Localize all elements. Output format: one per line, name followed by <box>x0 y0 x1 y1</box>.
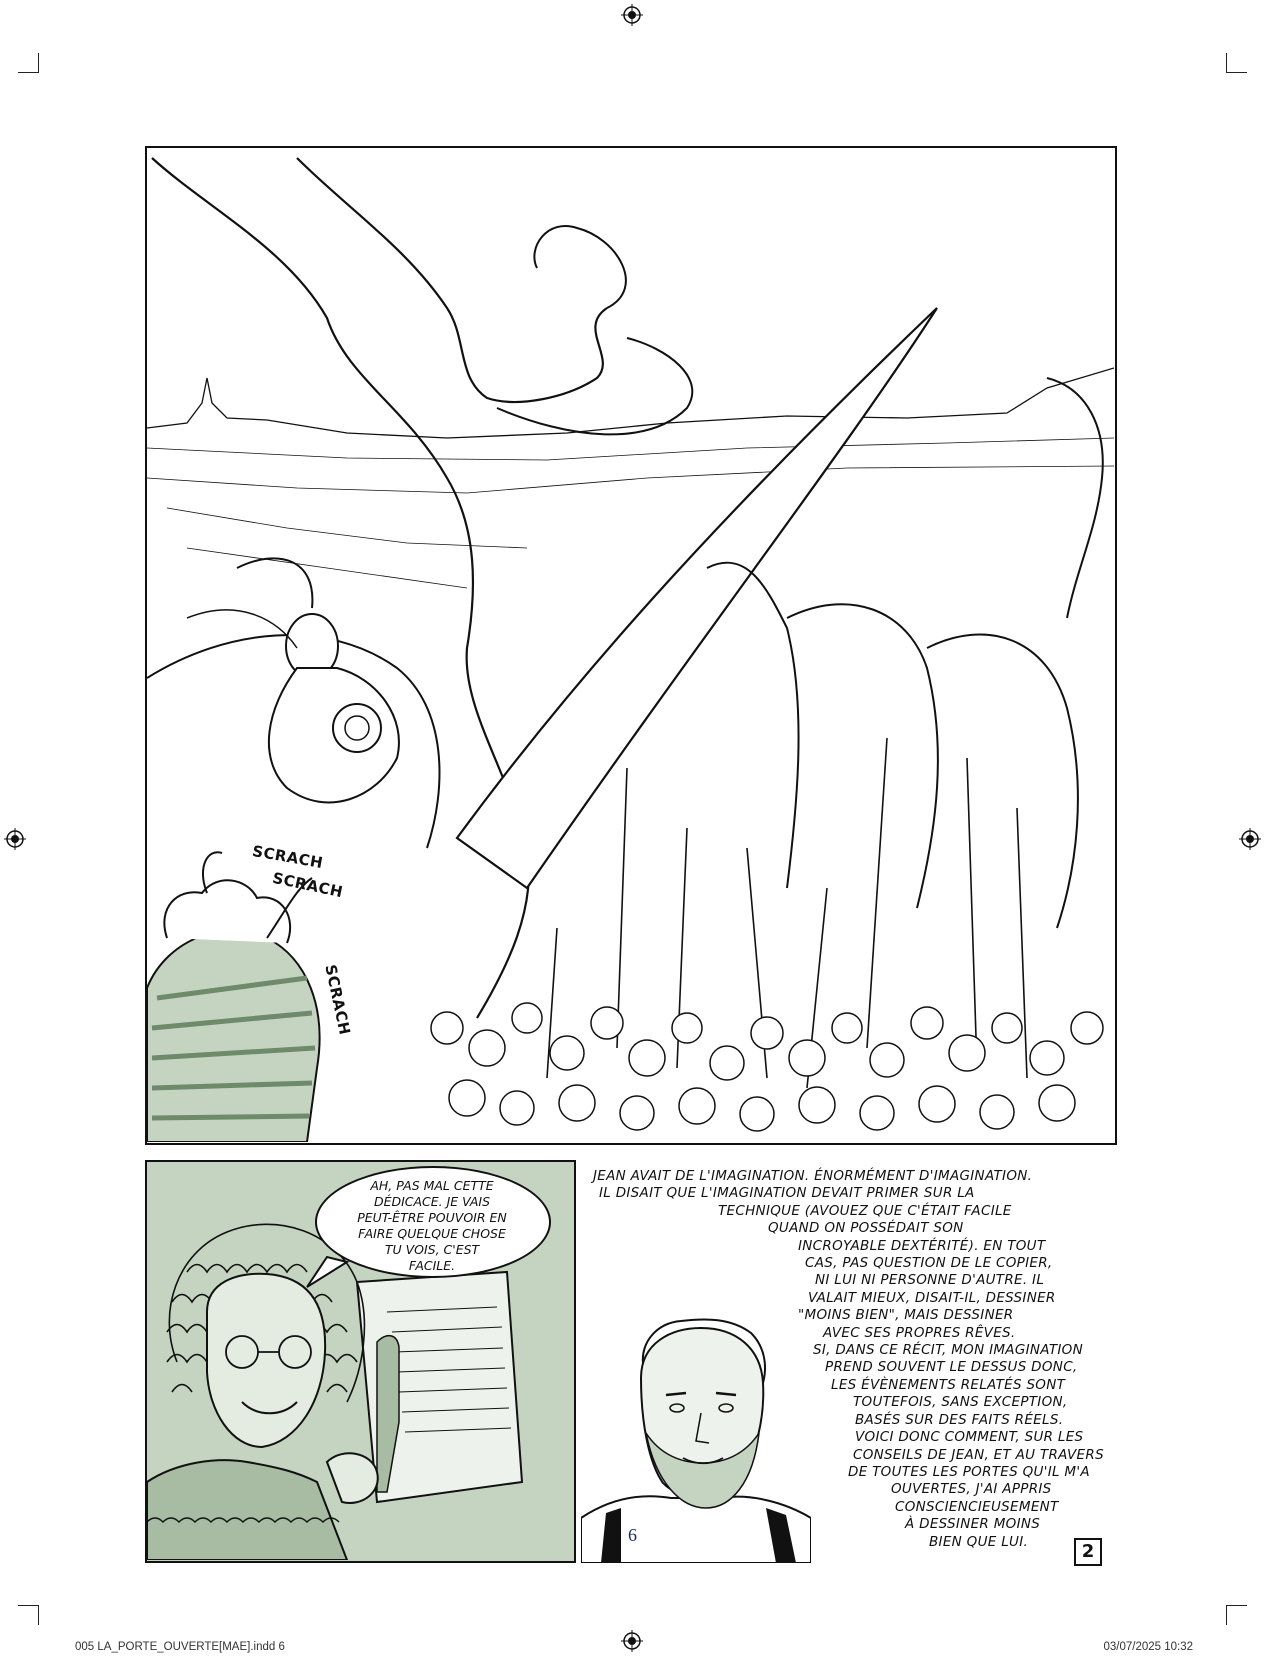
caption-line: AVEC SES PROPRES RÊVES. <box>823 1324 1016 1341</box>
crop-mark <box>38 53 39 73</box>
caption-line: OUVERTES, J'AI APPRIS <box>891 1481 1052 1498</box>
caption-line: LES ÉVÈNEMENTS RELATÉS SONT <box>831 1376 1066 1393</box>
caption-line: CONSCIENCIEUSEMENT <box>895 1498 1059 1515</box>
caption-line: QUAND ON POSSÉDAIT SON <box>768 1220 964 1237</box>
registration-mark-icon <box>1239 828 1261 850</box>
sfx-scrach-2: SCRACH <box>270 868 345 902</box>
panel-curly-hair-woman <box>145 1160 576 1563</box>
balloon-line: PEUT-ÊTRE POUVOIR EN <box>357 1210 507 1225</box>
sfx-scrach-1: SCRACH <box>250 841 325 873</box>
slug-date-time: 03/07/2025 10:32 <box>1103 1641 1193 1653</box>
caption-line: VALAIT MIEUX, DISAIT-IL, DESSINER <box>808 1289 1056 1306</box>
page-number: 6 <box>628 1525 637 1545</box>
crop-mark <box>38 1605 39 1625</box>
registration-mark-icon <box>621 1630 643 1652</box>
caption-line: SI, DANS CE RÉCIT, MON IMAGINATION <box>813 1342 1083 1359</box>
balloon-line: AH, PAS MAL CETTE <box>370 1178 494 1193</box>
balloon-line: FAIRE QUELQUE CHOSE <box>358 1226 506 1241</box>
caption-line: CONSEILS DE JEAN, ET AU TRAVERS <box>853 1446 1104 1463</box>
drawing-artist-figure <box>147 852 320 1142</box>
balloon-line: DÉDICACE. JE VAIS <box>373 1194 491 1209</box>
crop-mark <box>18 1605 38 1606</box>
panel-battle-scene <box>145 146 1117 1145</box>
caption-line: NI LUI NI PERSONNE D'AUTRE. IL <box>815 1272 1045 1289</box>
slug-file-name: 005 LA_PORTE_OUVERTE[MAE].indd 6 <box>75 1641 285 1653</box>
balloon-line: TU VOIS, C'EST <box>384 1242 480 1257</box>
caption-line: À DESSINER MOINS <box>905 1516 1041 1533</box>
footnote-number-badge: 2 <box>1074 1538 1102 1566</box>
sfx-scrach-3: SCRACH <box>321 963 354 1037</box>
caption-line: IL DISAIT QUE L'IMAGINATION DEVAIT PRIMER SUR LA <box>599 1185 975 1202</box>
panel-bearded-man-caption <box>593 1160 1117 1563</box>
crop-mark <box>18 72 38 73</box>
caption-line: VOICI DONC COMMENT, SUR LES <box>855 1429 1084 1446</box>
caption-line: TECHNIQUE (AVOUEZ QUE C'ÉTAIT FACILE <box>718 1202 1012 1219</box>
caption-line: "MOINS BIEN", MAIS DESSINER <box>798 1307 1014 1324</box>
caption-line: PREND SOUVENT LE DESSUS DONC, <box>825 1359 1078 1376</box>
crop-mark <box>1227 1605 1247 1606</box>
caption-line: BASÉS SUR DES FAITS RÉELS. <box>855 1411 1064 1428</box>
crop-mark <box>1226 53 1227 73</box>
caption-line: INCROYABLE DEXTÉRITÉ). EN TOUT <box>798 1237 1046 1254</box>
speech-balloon-text <box>332 1178 532 1274</box>
rider-figure <box>187 558 399 802</box>
caption-line: TOUTEFOIS, SANS EXCEPTION, <box>853 1394 1068 1411</box>
registration-mark-icon <box>4 828 26 850</box>
crop-mark <box>1226 1605 1227 1625</box>
balloon-line: FACILE. <box>408 1258 456 1273</box>
caption-line: DE TOUTES LES PORTES QU'IL M'A <box>848 1463 1090 1480</box>
caption-line: JEAN AVAIT DE L'IMAGINATION. ÉNORMÉMENT D'IMAGINATION. <box>593 1168 1033 1184</box>
caption-line: CAS, PAS QUESTION DE LE COPIER, <box>805 1255 1053 1272</box>
caption-line: BIEN QUE LUI. <box>929 1533 1029 1550</box>
crop-mark <box>1227 72 1247 73</box>
registration-mark-icon <box>621 4 643 26</box>
battle-illustration <box>147 148 1114 1142</box>
